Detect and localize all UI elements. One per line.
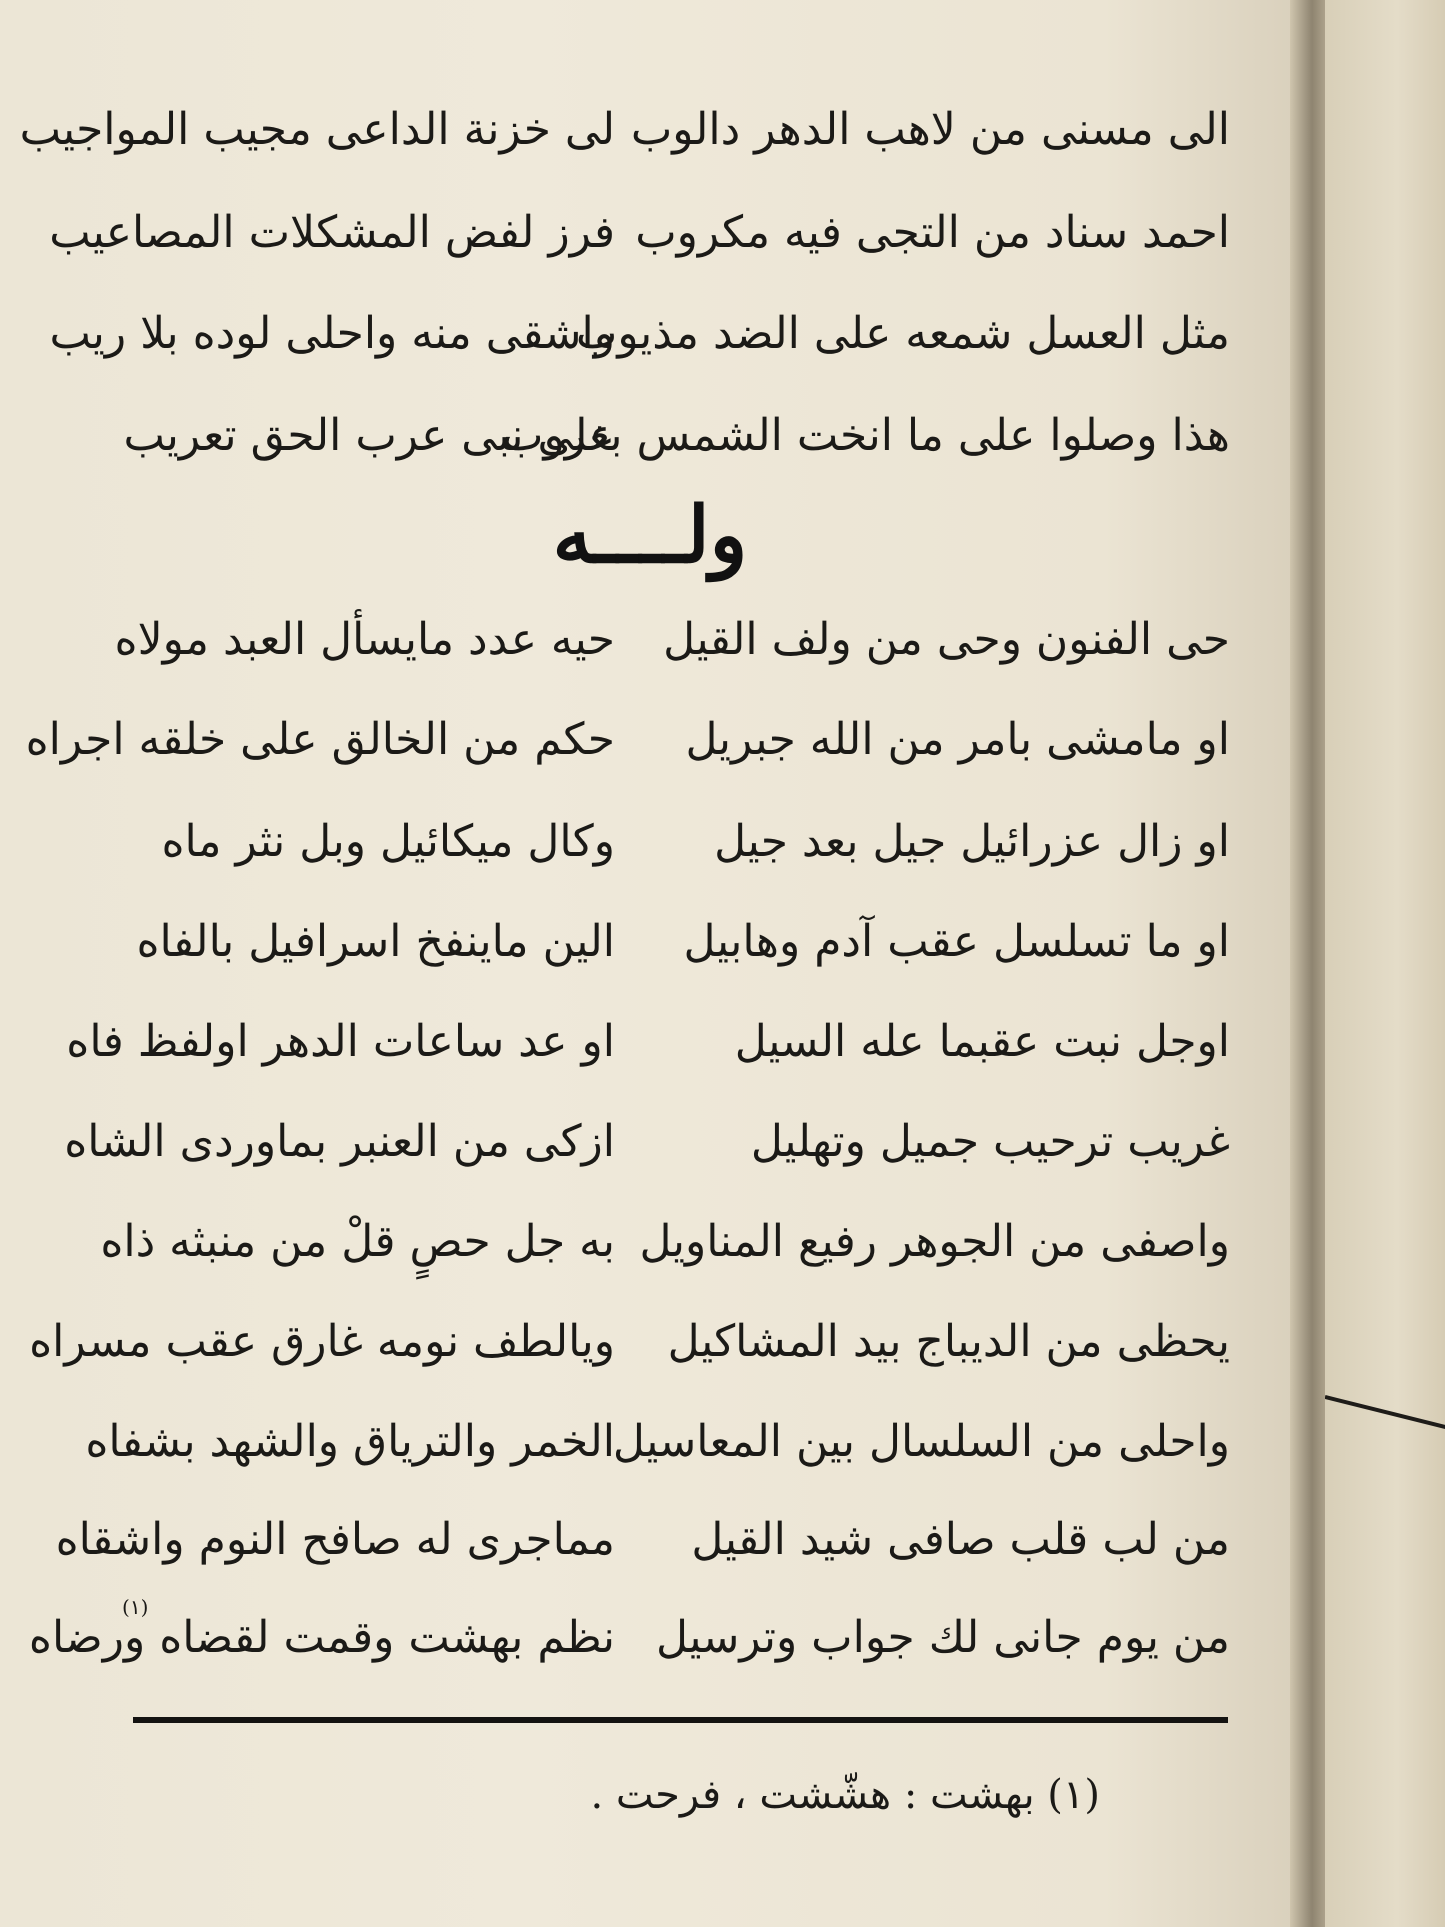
- verse-first-hemistich: واصفى من الجوهر رفيع المناويل: [639, 1216, 1230, 1267]
- verse-second-hemistich: الخمر والترياق والشهد بشفاه: [85, 1416, 615, 1467]
- verse-first-hemistich: احمد سناد من التجى فيه مكروب: [635, 207, 1230, 258]
- verse-row: [0, 812, 1300, 872]
- verse-second-hemistich: به جل حصٍ قلْ من منبثه ذاه: [100, 1216, 615, 1267]
- facing-page-rule: [1325, 1395, 1445, 1435]
- verse-row: [0, 912, 1300, 972]
- book-spine-shadow: [1290, 0, 1330, 1927]
- verse-second-hemistich: مماجرى له صافح النوم واشقاه: [55, 1514, 615, 1565]
- verse-row: [0, 610, 1300, 670]
- verse-row: [0, 304, 1300, 364]
- facing-page-edge: [1325, 0, 1445, 1927]
- verse-first-hemistich: واحلى من السلسال بين المعاسيل: [612, 1416, 1230, 1467]
- verse-second-hemistich: فرز لفض المشكلات المصاعيب: [49, 207, 615, 258]
- verse-row: [0, 1112, 1300, 1172]
- verse-row: [0, 1312, 1300, 1372]
- verse-row: [0, 203, 1300, 263]
- verse-first-hemistich: غريب ترحيب جميل وتهليل: [750, 1116, 1230, 1167]
- verse-second-hemistich: لى خزنة الداعى مجيب المواجيب: [19, 104, 615, 155]
- verse-first-hemistich: او مامشى بامر من الله جبريل: [685, 714, 1230, 765]
- verse-first-hemistich: يحظى من الديباج بيد المشاكيل: [667, 1316, 1230, 1367]
- verse-row: [0, 100, 1300, 160]
- verse-second-hemistich: حيه عدد مايسأل العبد مولاه: [114, 614, 615, 665]
- verse-second-hemistich: او عد ساعات الدهر اولفظ فاه: [66, 1016, 615, 1067]
- verse-first-hemistich: اوجل نبت عقبما عله السيل: [734, 1016, 1230, 1067]
- footnote-separator: [133, 1717, 1228, 1723]
- footnote-marker: (١): [122, 1595, 149, 1619]
- verse-first-hemistich: حى الفنون وحى من ولف القيل: [663, 614, 1230, 665]
- verse-row: [0, 1608, 1300, 1668]
- verse-first-hemistich: او ما تسلسل عقب آدم وهابيل: [683, 916, 1230, 967]
- verse-row: [0, 406, 1300, 466]
- verse-first-hemistich: من يوم جانى لك جواب وترسيل: [655, 1612, 1230, 1663]
- verse-second-hemistich: حكم من الخالق على خلقه اجراه: [25, 714, 615, 765]
- verse-row: [0, 1510, 1300, 1570]
- verse-second-hemistich: الين ماينفخ اسرافيل بالفاه: [136, 916, 615, 967]
- verse-second-hemistich: نظم بهشت وقمت لقضاه ورضاه: [28, 1612, 615, 1663]
- verse-second-hemistich: وكال ميكائيل وبل نثر ماه: [161, 816, 615, 867]
- verse-row: [0, 1212, 1300, 1272]
- verse-first-hemistich: الى مسنى من لاهب الدهر دالوب: [630, 104, 1230, 155]
- verse-first-hemistich: مثل العسل شمعه على الضد مذيوب: [575, 308, 1230, 359]
- verse-second-hemistich: واشقى منه واحلى لوده بلا ريب: [49, 308, 615, 359]
- verse-second-hemistich: ازكى من العنبر بماوردى الشاه: [64, 1116, 615, 1167]
- verse-first-hemistich: من لب قلب صافى شيد القيل: [691, 1514, 1230, 1565]
- verse-first-hemistich: هذا وصلوا على ما انخت الشمس بغروب: [502, 410, 1230, 461]
- verse-first-hemistich: او زال عزرائيل جيل بعد جيل: [714, 816, 1230, 867]
- verse-row: [0, 1012, 1300, 1072]
- verse-second-hemistich: ويالطف نومه غارق عقب مسراه: [29, 1316, 615, 1367]
- footnote: (١) بهشت : هشّشت ، فرحت .: [590, 1772, 1100, 1818]
- verse-row: [0, 1412, 1300, 1472]
- verse-row: [0, 710, 1300, 770]
- verse-second-hemistich: على نبى عرب الحق تعريب: [123, 410, 615, 461]
- section-heading: ولــــه: [552, 490, 748, 581]
